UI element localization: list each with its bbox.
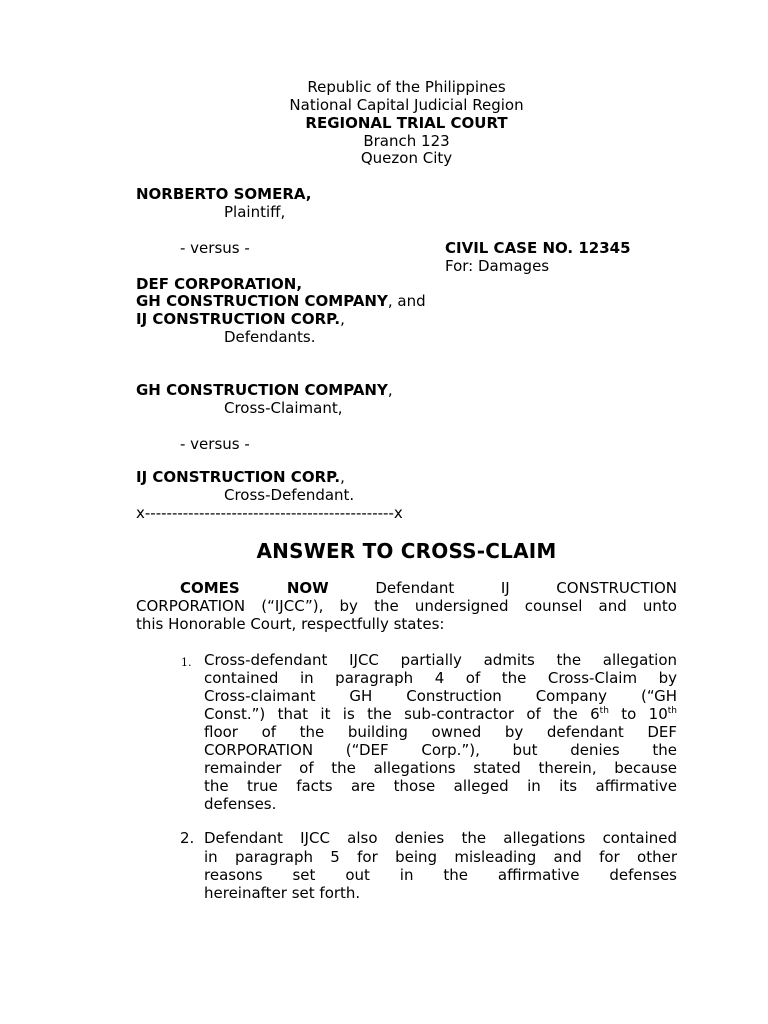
intro-line-1-rest: Defendant IJ CONSTRUCTION bbox=[375, 579, 677, 597]
cross-defendant: IJ CONSTRUCTION CORP. bbox=[136, 468, 341, 486]
case-number: CIVIL CASE NO. 12345 bbox=[445, 239, 631, 257]
item-1-line: defenses. bbox=[204, 795, 277, 813]
intro-line-1 bbox=[180, 580, 677, 598]
item-1-line: floor of the building owned by defendant DEF bbox=[204, 723, 677, 741]
plaintiff-role: Plaintiff, bbox=[224, 203, 286, 221]
superscript-th: th bbox=[599, 706, 609, 716]
defendant-2-line bbox=[136, 293, 426, 311]
cross-claimant: GH CONSTRUCTION COMPANY bbox=[136, 381, 388, 399]
item-1-line: Const.”) that it is the sub-contractor of the 6 bbox=[204, 705, 600, 723]
item-1-line: CORPORATION (“DEF Corp.”), but denies the bbox=[204, 741, 677, 759]
item-2-number: 2. bbox=[180, 829, 195, 847]
header-republic: Republic of the Philippines bbox=[307, 78, 506, 96]
superscript-th: th bbox=[667, 706, 677, 716]
header-branch: Branch 123 bbox=[363, 132, 450, 150]
cross-defendant-line bbox=[136, 469, 345, 487]
cross-defendant-role: Cross-Defendant. bbox=[224, 486, 355, 504]
caption-separator: x----------------------------------------------x bbox=[136, 505, 403, 522]
item-1-line: the true facts are those alleged in its affirmative bbox=[204, 777, 677, 795]
item-1-line: Cross-claimant GH Construction Company (“GH bbox=[204, 687, 677, 705]
item-1-line: contained in paragraph 4 of the Cross-Claim by bbox=[204, 669, 677, 687]
item-2-line: hereinafter set forth. bbox=[204, 884, 361, 902]
header-region: National Capital Judicial Region bbox=[289, 96, 524, 114]
defendant-1: DEF CORPORATION, bbox=[136, 275, 303, 293]
cross-claimant-line bbox=[136, 382, 393, 400]
cross-claimant-role: Cross-Claimant, bbox=[224, 399, 343, 417]
defendants-role: Defendants. bbox=[224, 328, 316, 346]
header-city: Quezon City bbox=[360, 149, 453, 167]
cross-defendant-suffix: , bbox=[340, 468, 345, 486]
item-1-line: remainder of the allegations stated therein, because bbox=[204, 759, 677, 777]
item-2-line: Defendant IJCC also denies the allegations contained bbox=[204, 829, 677, 847]
defendant-3: IJ CONSTRUCTION CORP. bbox=[136, 310, 341, 328]
intro-line-3: this Honorable Court, respectfully states: bbox=[136, 615, 445, 633]
defendant-2: GH CONSTRUCTION COMPANY bbox=[136, 292, 388, 310]
item-1-line-with-floors bbox=[204, 706, 677, 724]
case-nature: For: Damages bbox=[445, 257, 550, 275]
item-2-line: in paragraph 5 for being misleading and for other bbox=[204, 848, 677, 866]
versus-2: - versus - bbox=[180, 435, 250, 453]
versus-1: - versus - bbox=[180, 239, 250, 257]
floor-range-text: to 10 bbox=[608, 705, 668, 723]
intro-line-2: CORPORATION (“IJCC”), by the undersigned counsel and unto bbox=[136, 597, 677, 615]
document-title: ANSWER TO CROSS-CLAIM bbox=[256, 539, 557, 563]
plaintiff-name: NORBERTO SOMERA, bbox=[136, 185, 312, 203]
defendant-3-suffix: , bbox=[340, 310, 345, 328]
item-2-line: reasons set out in the affirmative defenses bbox=[204, 866, 677, 884]
item-1-number: 1. bbox=[181, 656, 192, 669]
header-court: REGIONAL TRIAL COURT bbox=[305, 114, 508, 132]
intro-lead: COMES NOW bbox=[180, 579, 329, 597]
defendant-2-suffix: , and bbox=[387, 292, 426, 310]
defendant-3-line bbox=[136, 311, 345, 329]
cross-claimant-suffix: , bbox=[387, 381, 393, 399]
item-1-line: Cross-defendant IJCC partially admits the allegation bbox=[204, 651, 677, 669]
